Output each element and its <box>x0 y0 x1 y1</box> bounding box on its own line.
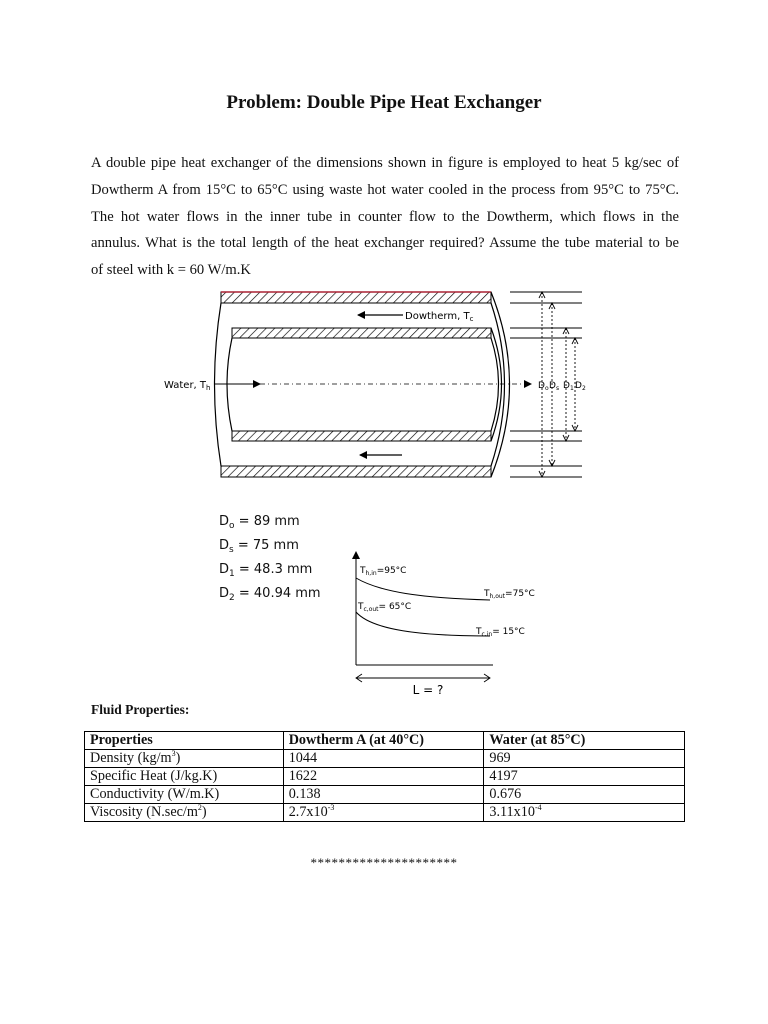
property-cell: Conductivity (W/m.K) <box>85 786 284 804</box>
page-title: Problem: Double Pipe Heat Exchanger <box>226 92 542 113</box>
paragraph-line: of steel with k = 60 W/m.K <box>91 262 251 279</box>
property-cell: Density $(kg/m^3)$ <box>85 750 284 768</box>
dowtherm-cell: $2.7x10^{-3}$ <box>283 804 484 822</box>
column-header: Dowtherm A (at 40°C) <box>283 732 484 750</box>
hot-fluid-curve <box>356 578 490 600</box>
length-label: L = ? <box>412 683 444 697</box>
water-cell: $3.11x10^{-4}$ <box>484 804 685 822</box>
paragraph-line: A double pipe heat exchanger of the dimensions shown in figure is employed to heat 5 kg/sec of <box>91 155 679 171</box>
water-cell: 969 <box>484 750 685 768</box>
paragraph-line: annulus. What is the total length of the heat exchanger required? Assume the tube material to be <box>91 235 679 252</box>
temperature-profile <box>356 552 535 697</box>
dim-label-d2: $D_2$ <box>575 381 586 392</box>
table-row <box>85 804 685 822</box>
water-cell: 4197 <box>484 768 685 786</box>
water-cell: 0.676 <box>484 786 685 804</box>
tc-out-label: $T_{c,out}= 65^\circ C$ <box>358 602 412 613</box>
dowtherm-label: Dowtherm, $T_c$ <box>405 311 474 323</box>
property-cell: Viscosity $(N.\sec/m^2)$ <box>85 804 284 822</box>
dim-label-d1: $D_1$ <box>563 381 574 392</box>
water-label: Water, $T_h$ <box>164 380 211 392</box>
th-out-label: $T_{h,out}=75^\circ C$ <box>484 589 535 600</box>
dimension-item: $D_2 = 40.94$ mm <box>219 586 321 603</box>
column-header: Properties <box>85 732 284 750</box>
paragraph-line: Dowtherm A from 15°C to 65°C using waste hot water cooled in the process from 95°C to 75°C. <box>91 181 679 198</box>
dowtherm-cell: 1044 <box>283 750 484 768</box>
table-row <box>85 750 685 768</box>
column-header: Water (at 85°C) <box>484 732 685 750</box>
cold-fluid-curve <box>356 612 490 636</box>
th-in-label: $T_{h,in}=95^\circ C$ <box>360 566 407 577</box>
dowtherm-cell: 1622 <box>283 768 484 786</box>
dimension-item: $D_1 = 48.3$ mm <box>219 562 313 579</box>
table-header-row <box>85 732 685 750</box>
dimension-item: $D_s = 75$ mm <box>219 538 299 555</box>
property-cell: Specific Heat (J/kg.K) <box>85 768 284 786</box>
tc-in-label: $T_{c,in}= 15^\circ C$ <box>476 627 525 638</box>
dimension-item: $D_o = 89$ mm <box>219 514 300 531</box>
fluid-properties-table <box>84 731 685 822</box>
centerline-arrow <box>524 380 532 388</box>
dim-label-do: $D_o$ <box>538 381 549 392</box>
dimension-list <box>219 512 321 608</box>
dowtherm-cell: 0.138 <box>283 786 484 804</box>
paragraph-line: The hot water flows in the inner tube in counter flow to the Dowtherm, which flows in the <box>91 208 679 225</box>
table-row <box>85 768 685 786</box>
fluid-properties-heading: Fluid Properties: <box>91 702 190 717</box>
inner-tube <box>227 328 502 441</box>
table-row <box>85 786 685 804</box>
dim-label-ds: $D_s$ <box>549 381 560 392</box>
footer-separator: ********************* <box>310 855 458 870</box>
